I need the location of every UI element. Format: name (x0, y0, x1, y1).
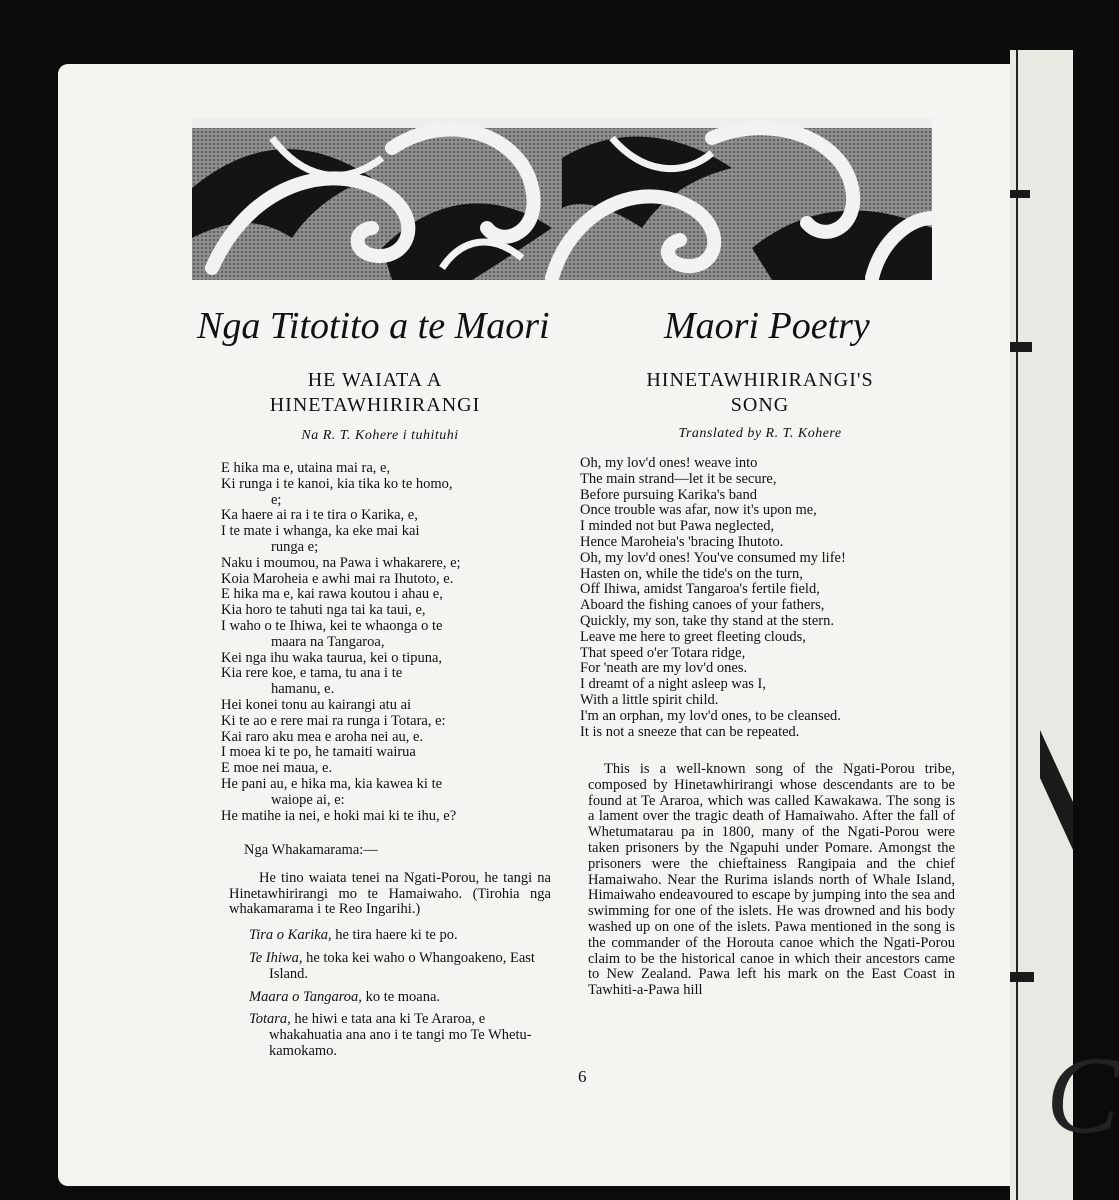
maori-poem-line: waiope ai, e: (271, 791, 345, 808)
maori-poem-line: Ka haere ai ra i te tira o Karika, e, (221, 507, 418, 524)
note-term: Totara, (249, 1011, 291, 1028)
notes-heading: Nga Whakamarama:— (244, 842, 378, 858)
english-byline: Translated by R. T. Kohere (678, 426, 842, 441)
note-definition: he tira haere ki te po. (331, 927, 458, 944)
maori-poem-line: E hika ma e, utaina mai ra, e, (221, 460, 391, 476)
english-poem-line: I minded not but Pawa neglected, (580, 518, 775, 535)
maori-poem-line: Kia rere koe, e tama, tu ana i te (221, 665, 403, 682)
english-poem-line: Oh, my lov'd ones! weave into (580, 455, 758, 471)
english-poem-line: For 'neath are my lov'd ones. (580, 660, 748, 677)
english-poem-line: Once trouble was afar, now it's upon me, (580, 502, 817, 519)
maori-heading: HE WAIATA A HINETAWHIRIRANGI (269, 369, 481, 416)
note-term: Maara o Tangaroa, (249, 988, 362, 1005)
english-poem-line: Aboard the fishing canoes of your fathers, (580, 597, 825, 614)
english-poem-line: I dreamt of a night asleep was I, (580, 676, 767, 693)
note-definition: he toka kei waho o Whangoakeno, East Island. (269, 949, 535, 982)
page-number: 6 (578, 1067, 587, 1086)
note-item (249, 951, 551, 983)
maori-poem-line: Koia Maroheia e awhi mai ra Ihutoto, e. (221, 570, 454, 587)
english-title: Maori Poetry (664, 305, 870, 347)
maori-poem-line: runga e; (271, 538, 319, 555)
english-poem-line: It is not a sneeze that can be repeated. (580, 723, 800, 740)
notes-paragraph: He tino waiata tenei na Ngati-Porou, he tangi na Hinetawhirirangi mo te Hamaiwaho. (Tirohia nga whakamarama i te Reo Ingarihi.) (229, 869, 551, 918)
maori-title: Nga Titotito a te Maori (197, 305, 550, 347)
maori-poem-line: hamanu, e. (271, 681, 335, 698)
maori-poem-line: Kia horo te tahuti nga tai ka taui, e, (221, 602, 426, 619)
english-poem-line: With a little spirit child. (580, 691, 719, 708)
english-poem-line: I'm an orphan, my lov'd ones, to be cleansed. (580, 707, 841, 724)
maori-poem-line: Ki runga i te kanoi, kia tika ko te homo, (221, 475, 453, 492)
maori-poem-line: e; (271, 491, 282, 508)
maori-poem-line: Kai raro aku mea e aroha nei au, e. (221, 728, 424, 745)
maori-byline: Na R. T. Kohere i tuhituhi (301, 428, 459, 443)
maori-poem-line: maara na Tangaroa, (271, 633, 385, 650)
maori-poem (221, 461, 551, 824)
maori-poem-line: Kei nga ihu waka taurua, kei o tipuna, (221, 649, 443, 666)
adjacent-page-letter: C (1046, 1034, 1119, 1156)
note-definition: ko te moana. (361, 988, 441, 1005)
note-item (249, 1012, 551, 1059)
english-poem-line: Leave me here to greet fleeting clouds, (580, 628, 806, 645)
maori-poem-line: He matihe ia nei, e hoki mai ki te ihu, e? (221, 807, 457, 824)
maori-poem-line: Hei konei tonu au kairangi atu ai (221, 696, 412, 713)
english-commentary: This is a well-known song of the Ngati-Porou tribe, composed by Hinetawhirirangi whose descendants are to be found at Te Araroa, which was called Kawakawa. The song is a lament over the tragic death of Hamaiwaho. After the fall of Whetumatarau pa in 1800, many of the Ngati-Porou were taken prisoners by the Ngapuhi under Pomare. Amongst the prisoners were the chieftainess Rangipaia and the chief Hamaiwaho. Near the Rurima islands north of Whale Island, Himaiwaho endeavoured to escape by jumping into the sea and swimming for one of the islets. He was drowned and his body washed up on one of the islets. Pawa mentioned in the song is the commander of the Horouta canoe which the Ngati-Porou claim to be the historical canoe in which their ancestors came to New Zealand. Pawa left his mark on the East Coast in Tawhiti-a-Pawa hill (588, 761, 955, 999)
english-heading: HINETAWHIRIRANGI'S SONG (646, 369, 874, 416)
note-definition: he hiwi e tata ana ki Te Araroa, e whakahuatia ana ano i te tangi mo Te Whetu-kamokamo. (269, 1011, 532, 1059)
english-poem-line: Hasten on, while the tide's on the turn, (580, 565, 803, 582)
maori-poem-line: He pani au, e hika ma, kia kawea ki te (221, 775, 443, 792)
maori-notes (229, 843, 551, 1067)
english-poem-line: Oh, my lov'd ones! You've consumed my life! (580, 549, 846, 566)
maori-poem-line: E hika ma e, kai rawa koutou i ahau e, (221, 586, 443, 603)
english-poem-line: Before pursuing Karika's band (580, 486, 757, 503)
maori-poem-line: I te mate i whanga, ka eke mai kai (221, 523, 420, 540)
maori-poem-line: I moea ki te po, he tamaiti wairua (221, 744, 416, 761)
note-item (249, 928, 551, 944)
english-poem (580, 456, 955, 740)
english-poem-line: The main strand—let it be secure, (580, 470, 777, 487)
adjacent-page (1010, 50, 1119, 1200)
english-poem-line: That speed o'er Totara ridge, (580, 644, 746, 661)
maori-poem-line: E moe nei maua, e. (221, 760, 333, 777)
note-term: Te Ihiwa, (249, 949, 303, 966)
english-poem-line: Quickly, my son, take thy stand at the stern. (580, 612, 834, 629)
maori-kowhaiwhai-banner (192, 118, 932, 280)
english-poem-line: Off Ihiwa, amidst Tangaroa's fertile field, (580, 581, 820, 598)
english-poem-line: Hence Maroheia's 'bracing Ihutoto. (580, 533, 784, 550)
maori-poem-line: Naku i moumou, na Pawa i whakarere, e; (221, 554, 461, 571)
note-term: Tira o Karika, (249, 927, 332, 944)
note-item (249, 990, 551, 1006)
maori-poem-line: Ki te ao e rere mai ra runga i Totara, e: (221, 712, 446, 729)
maori-poem-line: I waho o te Ihiwa, kei te whaonga o te (221, 617, 443, 634)
